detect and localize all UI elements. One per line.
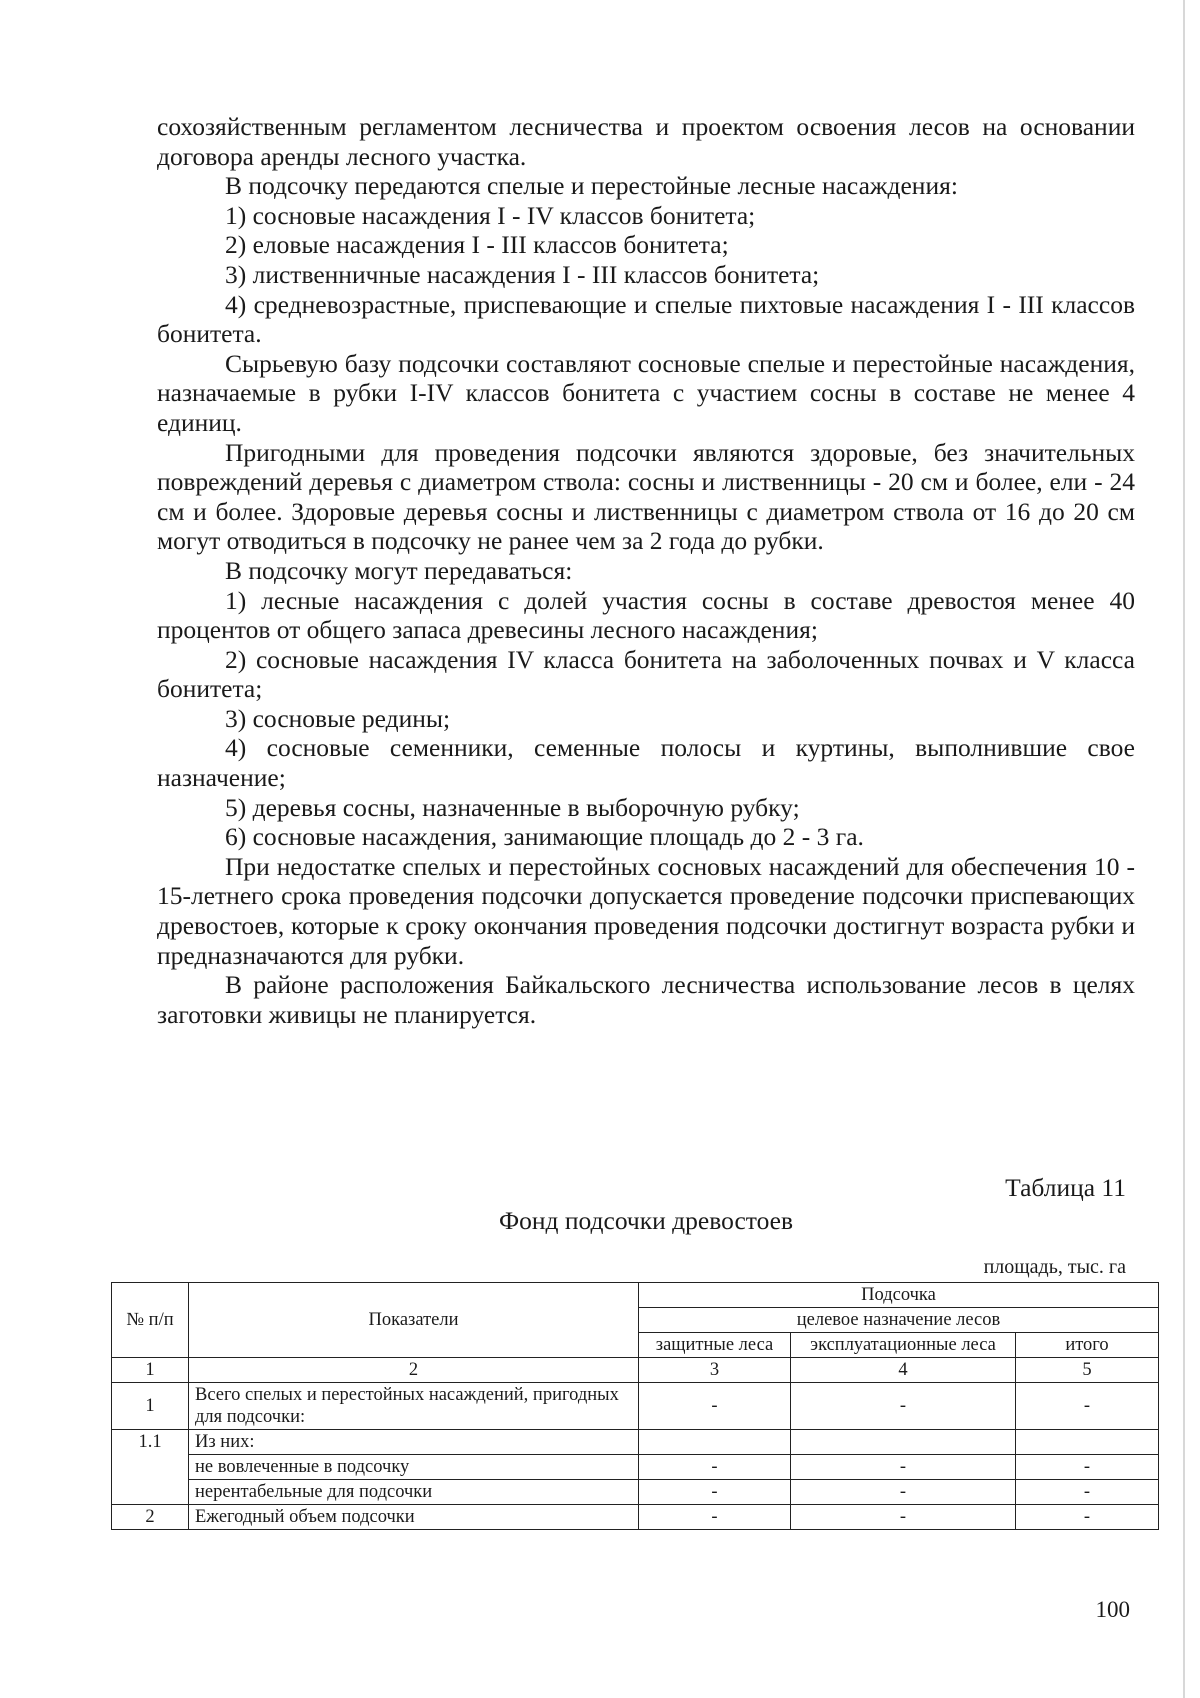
list-item: 1) сосновые насаждения I - IV классов бонитета;: [225, 200, 756, 230]
list-item: 2) еловые насаждения I - III классов бонитета;: [225, 230, 729, 260]
cell-protective: -: [639, 1455, 791, 1480]
paragraph: Пригодными для проведения подсочки являются здоровые, без значительных повреждений деревья с диаметром ствола: сосны и лиственницы - 20 см и более, ели - 24 см и более. Здоровые деревья сосны и лиственницы с диаметром ствола от 16 до 20 см могут отводиться в подсочку не ранее чем за 2 года до рубки.: [157, 437, 1135, 556]
list-item: 4) средневозрастные, приспевающие и спелые пихтовые насаждения I - III классов бонитета.: [157, 289, 1135, 349]
page-number: 100: [1095, 1597, 1130, 1622]
scan-edge-line: [1183, 0, 1185, 1698]
header-subgroup: целевое назначение лесов: [639, 1308, 1159, 1333]
column-number: 5: [1016, 1358, 1159, 1383]
cell-operational: -: [791, 1505, 1016, 1530]
cell-operational: -: [791, 1455, 1016, 1480]
cell-protective: -: [639, 1480, 791, 1505]
list-item: 5) деревья сосны, назначенные в выборочную рубку;: [225, 792, 800, 822]
cell-protective: [639, 1430, 791, 1455]
paragraph: В подсочку передаются спелые и перестойные лесные насаждения:: [225, 171, 958, 201]
table-header-row: [112, 1283, 1159, 1308]
cell-operational: -: [791, 1383, 1016, 1430]
column-number: 2: [189, 1358, 639, 1383]
cell-total: -: [1016, 1480, 1159, 1505]
table-number-label: Таблица 11: [1005, 1173, 1126, 1202]
paragraph: сохозяйственным регламентом лесничества и проектом освоения лесов на основании договора аренды лесного участка.: [157, 112, 1135, 171]
cell-protective: -: [639, 1383, 791, 1430]
cell-operational: -: [791, 1480, 1016, 1505]
list-item: 1) лесные насаждения с долей участия сосны в составе древостоя менее 40 процентов от общего запаса древесины лесного насаждения;: [157, 585, 1135, 645]
row-label: не вовлеченные в подсочку: [189, 1455, 639, 1480]
body-text: [157, 112, 1135, 1029]
list-item: 6) сосновые насаждения, занимающие площадь до 2 - 3 га.: [225, 822, 864, 852]
cell-operational: [791, 1430, 1016, 1455]
row-num: 1.1: [112, 1430, 189, 1505]
table-title: Фонд подсочки древостоев: [498, 1206, 793, 1235]
header-indicators: Показатели: [189, 1283, 639, 1358]
row-num: 1: [112, 1383, 189, 1430]
header-group: Подсочка: [639, 1283, 1159, 1308]
cell-total: -: [1016, 1505, 1159, 1530]
forest-tapping-table: [111, 1282, 1159, 1530]
row-label: Всего спелых и перестойных насаждений, пригодных для подсочки:: [189, 1383, 639, 1430]
list-item: 2) сосновые насаждения IV класса бонитета на заболоченных почвах и V класса бонитета;: [157, 644, 1135, 704]
list-item: 3) лиственничные насаждения I - III классов бонитета;: [225, 259, 820, 289]
row-num: 2: [112, 1505, 189, 1530]
header-num: № п/п: [112, 1283, 189, 1358]
column-number: 3: [639, 1358, 791, 1383]
table-column-numbers-row: [112, 1358, 1159, 1383]
table-row: [112, 1480, 1159, 1505]
table-unit-note: площадь, тыс. га: [983, 1256, 1126, 1278]
paragraph: При недостатке спелых и перестойных сосновых насаждений для обеспечения 10 - 15-летнего срока проведения подсочки допускается проведение подсочки приспевающих древостоев, которые к сроку окончания проведения подсочки достигнут возраста рубки и предназначаются для рубки.: [157, 851, 1135, 970]
row-label: нерентабельные для подсочки: [189, 1480, 639, 1505]
cell-total: -: [1016, 1383, 1159, 1430]
header-operational: эксплуатационные леса: [791, 1333, 1016, 1358]
cell-total: [1016, 1430, 1159, 1455]
header-total: итого: [1016, 1333, 1159, 1358]
cell-protective: -: [639, 1505, 791, 1530]
paragraph: Сырьевую базу подсочки составляют сосновые спелые и перестойные насаждения, назначаемые в рубки I-IV классов бонитета с участием сосны в составе не менее 4 единиц.: [157, 348, 1135, 437]
list-item: 3) сосновые редины;: [225, 703, 451, 733]
table-row: [112, 1505, 1159, 1530]
paragraph: В подсочку могут передаваться:: [225, 555, 573, 585]
column-number: 1: [112, 1358, 189, 1383]
row-label: Из них:: [189, 1430, 639, 1455]
table-row: [112, 1383, 1159, 1430]
paragraph: В районе расположения Байкальского лесничества использование лесов в целях заготовки живицы не планируется.: [157, 970, 1135, 1029]
row-label: Ежегодный объем подсочки: [189, 1505, 639, 1530]
list-item: 4) сосновые семенники, семенные полосы и куртины, выполнившие свое назначение;: [157, 733, 1135, 793]
cell-total: -: [1016, 1455, 1159, 1480]
table-row: [112, 1455, 1159, 1480]
table-row: [112, 1430, 1159, 1455]
column-number: 4: [791, 1358, 1016, 1383]
header-protective: защитные леса: [639, 1333, 791, 1358]
